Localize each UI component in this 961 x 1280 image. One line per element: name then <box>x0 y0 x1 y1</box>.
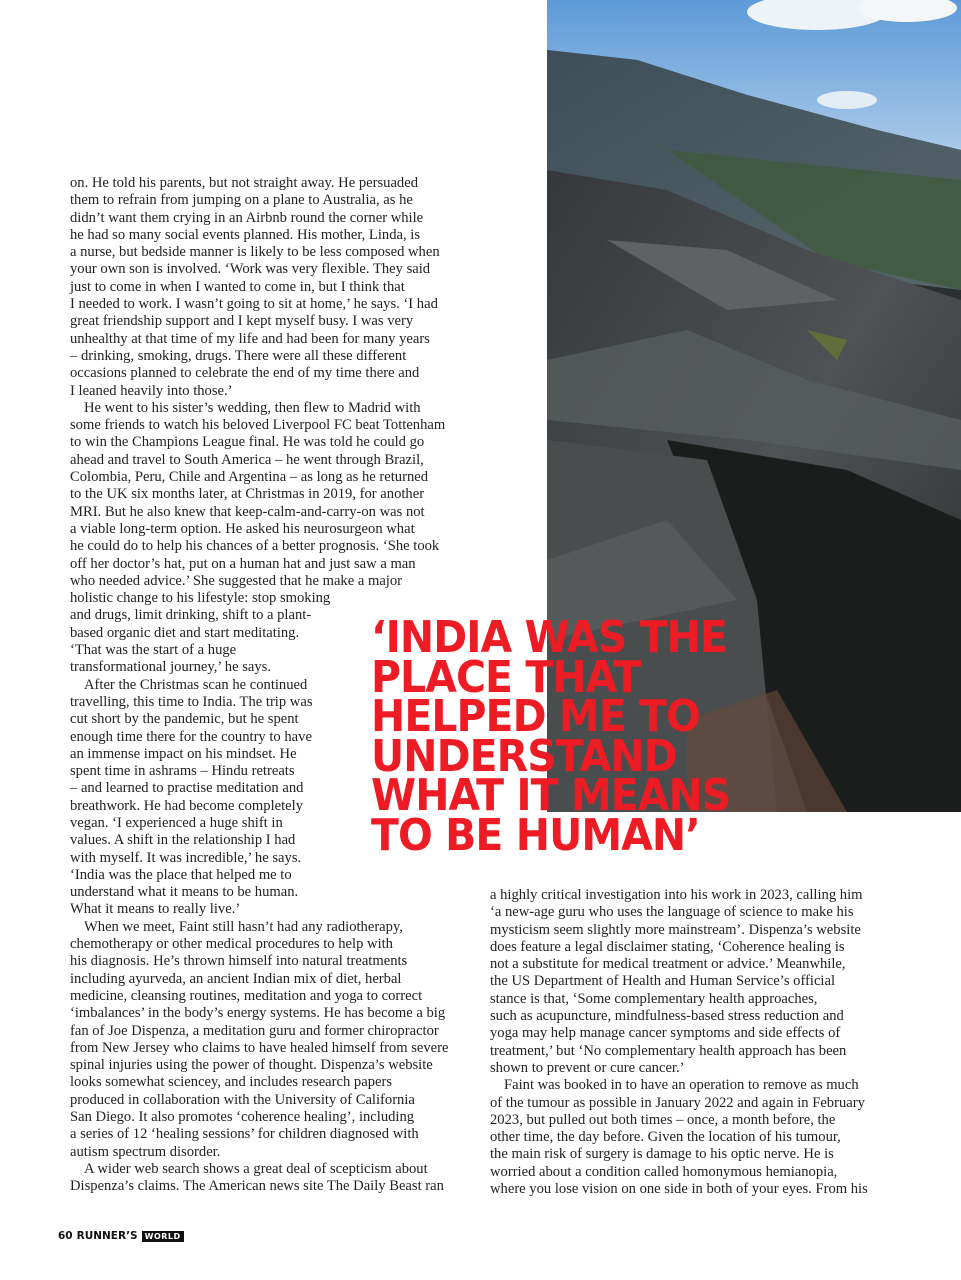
text-line: – and learned to practise meditation and <box>70 780 304 797</box>
text-line: the main risk of surgery is damage to his optic nerve. He is <box>490 1146 834 1163</box>
text-line: not a substitute for medical treatment or advice.’ Meanwhile, <box>490 956 846 973</box>
text-line: cut short by the pandemic, but he spent <box>70 711 299 728</box>
text-line: a series of 12 ‘healing sessions’ for children diagnosed with <box>70 1126 419 1143</box>
text-line: ahead and travel to South America – he went through Brazil, <box>70 451 424 468</box>
text-line: understand what it means to be human. <box>70 884 299 901</box>
text-line: I needed to work. I wasn’t going to sit at home,’ he says. ‘I had <box>70 296 438 313</box>
text-line: ‘India was the place that helped me to <box>70 866 292 883</box>
text-line: shown to prevent or cure cancer.’ <box>490 1059 685 1076</box>
pull-quote <box>371 612 731 861</box>
text-line: holistic change to his lifestyle: stop smoking <box>70 590 331 607</box>
text-line: enough time there for the country to have <box>70 728 312 745</box>
text-line: MRI. But he also knew that keep-calm-and-carry-on was not <box>70 503 425 520</box>
text-line: the US Department of Health and Human Service’s official <box>490 973 836 990</box>
text-line: medicine, cleansing routines, meditation and yoga to correct <box>70 987 423 1004</box>
text-line: Dispenza’s claims. The American news site The Daily Beast ran <box>70 1178 444 1195</box>
text-line: based organic diet and start meditating. <box>70 624 300 641</box>
text-line: Colombia, Peru, Chile and Argentina – as long as he returned <box>70 469 429 486</box>
text-line: looks somewhat sciencey, and includes research papers <box>70 1074 393 1091</box>
page-footer <box>58 1230 184 1242</box>
text-line: an immense impact on his mindset. He <box>70 745 297 762</box>
pull-quote-line: PLACE THAT <box>371 651 641 703</box>
page-number: 60 <box>58 1230 73 1242</box>
pull-quote-line: TO BE HUMAN’ <box>371 809 700 861</box>
text-line: your own son is involved. ‘Work was very flexible. They said <box>70 261 431 278</box>
text-line: stance is that, ‘Some complementary health approaches, <box>490 990 818 1007</box>
magazine-name: RUNNER’S <box>76 1230 138 1242</box>
text-line: yoga may help manage cancer symptoms and side effects of <box>490 1025 841 1042</box>
text-line: breathwork. He had become completely <box>70 797 304 814</box>
text-line: – drinking, smoking, drugs. There were all these different <box>70 347 407 364</box>
text-line: vegan. ‘I experienced a huge shift in <box>70 814 283 831</box>
text-line: does feature a legal disclaimer stating, ‘Coherence healing is <box>490 938 845 955</box>
text-line: on. He told his parents, but not straight away. He persuaded <box>70 175 419 191</box>
text-line: ‘imbalances’ in the body’s energy systems. He has become a big <box>70 1005 446 1022</box>
text-line: of the tumour as possible in January 2022 and again in February <box>490 1094 865 1111</box>
paragraph <box>70 919 449 1161</box>
text-line: After the Christmas scan he continued <box>84 676 308 693</box>
text-line: chemotherapy or other medical procedures to help with <box>70 936 393 953</box>
text-line: he had so many social events planned. His mother, Linda, is <box>70 226 420 243</box>
pull-quote-line: HELPED ME TO <box>371 691 700 742</box>
text-line: treatment,’ but ‘No complementary health approach has been <box>490 1042 847 1059</box>
text-line: unhealthy at that time of my life and had been for many years <box>70 330 430 347</box>
paragraph <box>490 1077 868 1198</box>
text-line: his diagnosis. He’s thrown himself into natural treatments <box>70 953 408 970</box>
text-line: San Diego. It also promotes ‘coherence healing’, including <box>70 1109 415 1126</box>
text-line: where you lose vision on one side in both of your eyes. From his <box>490 1181 868 1198</box>
text-line: What it means to really live.’ <box>70 901 241 918</box>
article-right-column <box>490 887 868 1198</box>
text-line: values. A shift in the relationship I had <box>70 832 296 849</box>
text-line: fan of Joe Dispenza, a meditation guru and former chiropractor <box>70 1022 439 1039</box>
text-line: occasions planned to celebrate the end of my time there and <box>70 365 420 382</box>
text-line: off her doctor’s hat, put on a human hat and just saw a man <box>70 555 416 572</box>
paragraph <box>70 1161 449 1196</box>
text-line: including ayurveda, an ancient Indian mix of diet, herbal <box>70 970 402 987</box>
text-line: with myself. It was incredible,’ he says. <box>70 849 302 866</box>
text-line: A wider web search shows a great deal of scepticism about <box>84 1160 428 1177</box>
text-line: a highly critical investigation into his work in 2023, calling him <box>490 887 863 903</box>
text-line: transformational journey,’ he says. <box>70 659 272 676</box>
pull-quote-line: WHAT IT MEANS <box>371 770 731 821</box>
paragraph <box>490 887 868 1077</box>
text-line: When we meet, Faint still hasn’t had any radiotherapy, <box>84 918 403 935</box>
text-line: and drugs, limit drinking, shift to a plant- <box>70 607 312 624</box>
text-line: great friendship support and I kept myself busy. I was very <box>70 313 414 330</box>
text-line: some friends to watch his beloved Liverpool FC beat Tottenham <box>70 417 446 434</box>
text-line: I leaned heavily into those.’ <box>70 382 233 399</box>
text-line: He went to his sister’s wedding, then flew to Madrid with <box>84 399 421 416</box>
pull-quote-line: ‘INDIA WAS THE <box>371 612 727 663</box>
magazine-badge: WORLD <box>142 1231 184 1242</box>
text-line: mysticism seem slightly more mainstream’. Dispenza’s website <box>490 921 861 938</box>
text-line: to win the Champions League final. He was told he could go <box>70 434 425 451</box>
pull-quote-line: UNDERSTAND <box>371 730 677 782</box>
text-line: them to refrain from jumping on a plane to Australia, as he <box>70 192 413 209</box>
paragraph <box>70 175 449 400</box>
text-line: a nurse, but bedside manner is likely to be less composed when <box>70 244 440 261</box>
text-line: such as acupuncture, mindfulness-based stress reduction and <box>490 1008 844 1025</box>
text-line: ‘That was the start of a huge <box>70 642 237 659</box>
text-line: a viable long-term option. He asked his neurosurgeon what <box>70 520 415 537</box>
text-line: spent time in ashrams – Hindu retreats <box>70 763 295 780</box>
text-line: he could do to help his chances of a better prognosis. ‘She took <box>70 538 440 555</box>
text-line: didn’t want them crying in an Airbnb round the corner while <box>70 209 424 226</box>
text-line: travelling, this time to India. The trip was <box>70 693 313 710</box>
text-line: produced in collaboration with the University of California <box>70 1091 415 1108</box>
text-line: just to come in when I wanted to come in, but I think that <box>70 278 405 295</box>
text-line: ‘a new-age guru who uses the language of science to make his <box>490 904 854 921</box>
text-line: who needed advice.’ She suggested that he make a major <box>70 572 403 589</box>
text-line: worried about a condition called homonymous hemianopia, <box>490 1163 838 1180</box>
text-line: 2023, but pulled out both times – once, a month before, the <box>490 1111 836 1128</box>
text-line: other time, the day before. Given the location of his tumour, <box>490 1129 841 1146</box>
text-line: to the UK six months later, at Christmas in 2019, for another <box>70 486 425 503</box>
text-line: autism spectrum disorder. <box>70 1143 221 1160</box>
text-line: Faint was booked in to have an operation to remove as much <box>504 1077 859 1094</box>
text-line: from New Jersey who claims to have healed himself from severe <box>70 1039 449 1056</box>
text-line: spinal injuries using the power of thought. Dispenza’s website <box>70 1057 433 1074</box>
